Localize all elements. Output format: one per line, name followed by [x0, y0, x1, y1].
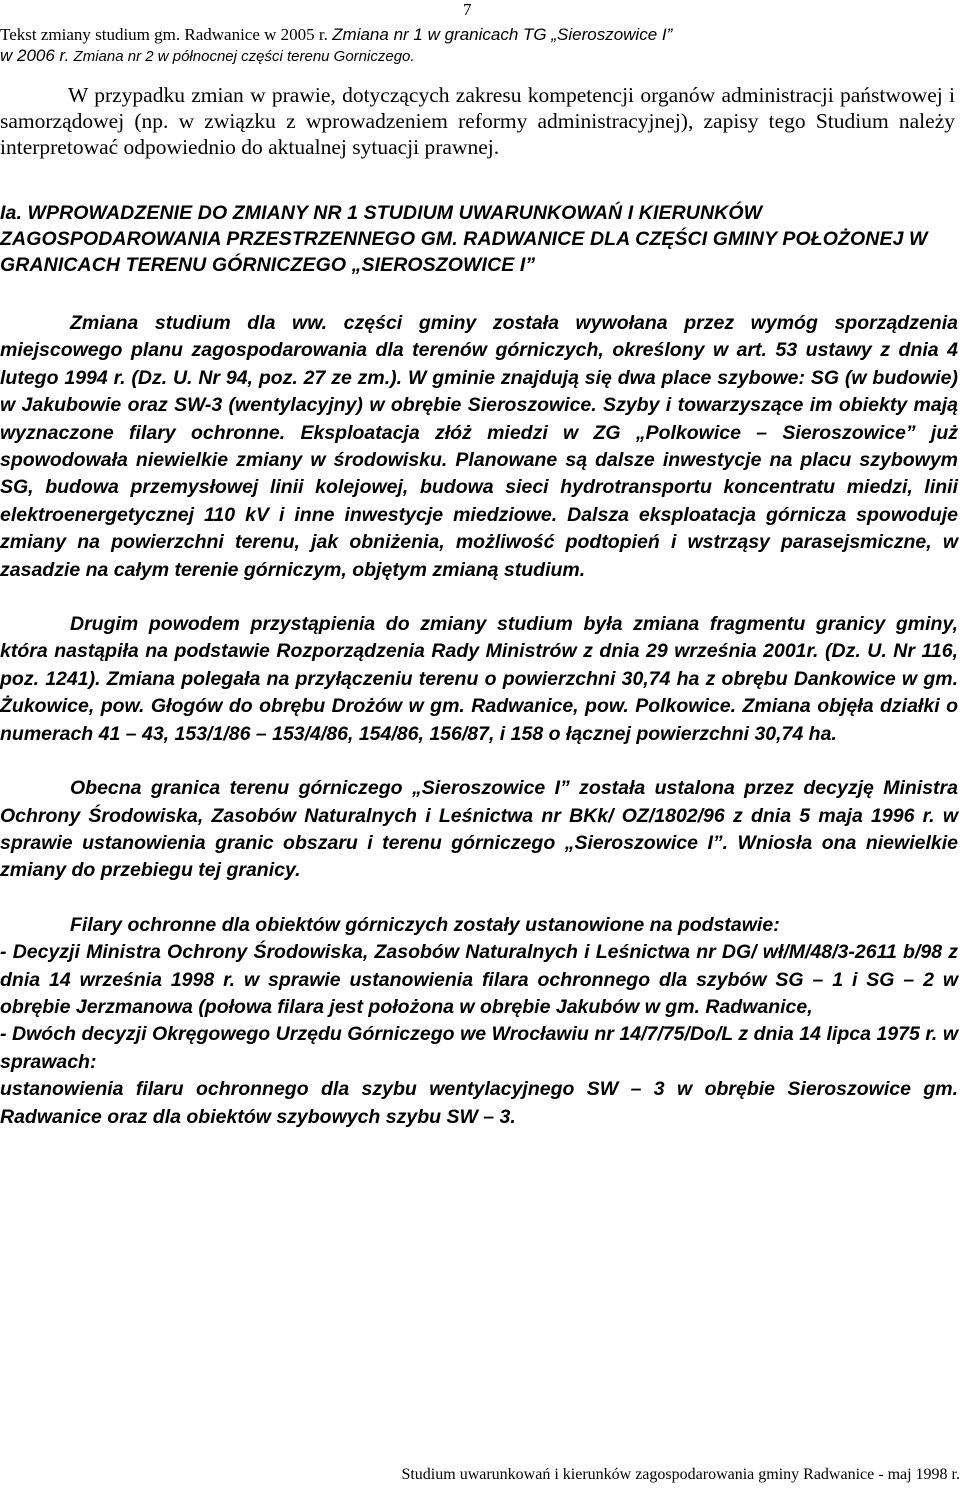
header-text-2005: Tekst zmiany studium gm. Radwanice w 2005 r. — [0, 25, 328, 44]
section-heading — [0, 200, 950, 278]
section-heading-text: Ia. WPROWADZENIE DO ZMIANY NR 1 STUDIUM UWARUNKOWAŃ I KIERUNKÓW ZAGOSPODAROWANIA PRZESTRZENNEGO GM. RADWANICE DLA CZĘŚCI GMINY POŁOŻONEJ W GRANICACH TERENU GÓRNICZEGO „SIEROSZOWICE I” — [0, 202, 928, 276]
header-text-zmiana-2: Zmiana nr 2 w północnej części terenu Gorniczego. — [73, 48, 415, 65]
list-item-decision-1: - Decyzji Ministra Ochrony Środowiska, Zasobów Naturalnych i Leśnictwa nr DG/ wł/M/48/3-2611 b/98 z dnia 14 września 1998 r. w sprawie ustanowienia filara ochronnego dla szybów SG – 1 i SG – 2 w obrębie Jerzmanowa (połowa filara jest położona w obrębie Jakubów w gm. Radwanice, — [0, 941, 958, 1018]
paragraph-pillars-intro: Filary ochronne dla obiektów górniczych zostały ustanowione na podstawie: — [70, 913, 780, 936]
page-footer: Studium uwarunkowań i kierunków zagospodarowania gminy Radwanice - maj 1998 r. — [401, 1466, 960, 1483]
intro-paragraph: W przypadku zmian w prawie, dotyczących zakresu kompetencji organów administracji państwowej i samorządowej (np. w związku z wprowadzeniem reformy administracyjnej), zapisy tego Studium należy interpretować odpowiednio do aktualnej sytuacji prawnej. — [0, 83, 955, 159]
paragraph-reason-1: Zmiana studium dla ww. części gminy została wywołana przez wymóg sporządzenia miejscowego planu zagospodarowania dla terenów górniczych, określony w art. 53 ustawy z dnia 4 lutego 1994 r. (Dz. U. Nr 94, poz. 27 ze zm.). W gminie znajdują się dwa place szybowe: SG (w budowie) w Jakubowie oraz SW-3 (wentylacyjny) w obrębie Sieroszowice. Szyby i towarzyszące im obiekty mają wyznaczone filary ochronne. Eksploatacja złóż miedzi w ZG „Polkowice – Sieroszowice” już spowodowała niewielkie zmiany w środowisku. Planowane są dalsze inwestycje na placu szybowym SG, budowa przemysłowej linii kolejowej, budowa sieci hydrotransportu koncentratu miedzi, linii elektroenergetycznej 110 kV i inne inwestycje miedziowe. Dalsza eksploatacja górnicza spowoduje zmiany na powierzchni terenu, jak obniżenia, możliwość podtopień i wstrząsy parasejsmiczne, w zasadzie na całym terenie górniczym, objętym zmianą studium. — [0, 312, 958, 581]
page-number: 7 — [463, 0, 472, 19]
list-item-decision-2: - Dwóch decyzji Okręgowego Urzędu Górniczego we Wrocławiu nr 14/7/75/Do/L z dnia 14 lipca 1975 r. w sprawach: — [0, 1023, 958, 1073]
paragraph-pillar-sw3: ustanowienia filaru ochronnego dla szybu wentylacyjnego SW – 3 w obrębie Sieroszowice gm. Radwanice oraz dla obiektów szybowych szybu SW – 3. — [0, 1078, 958, 1128]
page-header — [0, 24, 950, 67]
header-text-zmiana-1: Zmiana nr 1 w granicach TG „Sieroszowice I” — [332, 25, 673, 44]
main-text — [0, 310, 958, 1131]
intro-section — [0, 82, 955, 160]
paragraph-reason-2: Drugim powodem przystąpienia do zmiany studium była zmiana fragmentu granicy gminy, która nastąpiła na podstawie Rozporządzenia Rady Ministrów z dnia 29 września 2001r. (Dz. U. Nr 116, poz. 1241). Zmiana polegała na przyłączeniu terenu o powierzchni 30,74 ha z obrębu Dankowice w gm. Żukowice, pow. Głogów do obrębu Drożów w gm. Radwanice, pow. Polkowice. Zmiana objęła działki o numerach 41 – 43, 153/1/86 – 153/4/86, 154/86, 156/87, i 158 o łącznej powierzchni 30,74 ha. — [0, 613, 958, 745]
header-text-2006: w 2006 r. — [0, 46, 70, 65]
paragraph-boundary: Obecna granica terenu górniczego „Sieroszowice I” została ustalona przez decyzję Ministra Ochrony Środowiska, Zasobów Naturalnych i Leśnictwa nr BKk/ OZ/1802/96 z dnia 5 maja 1996 r. w sprawie ustanowienia granic obszaru i terenu górniczego „Sieroszowice I”. Wniosła ona niewielkie zmiany do przebiegu tej granicy. — [0, 777, 958, 882]
